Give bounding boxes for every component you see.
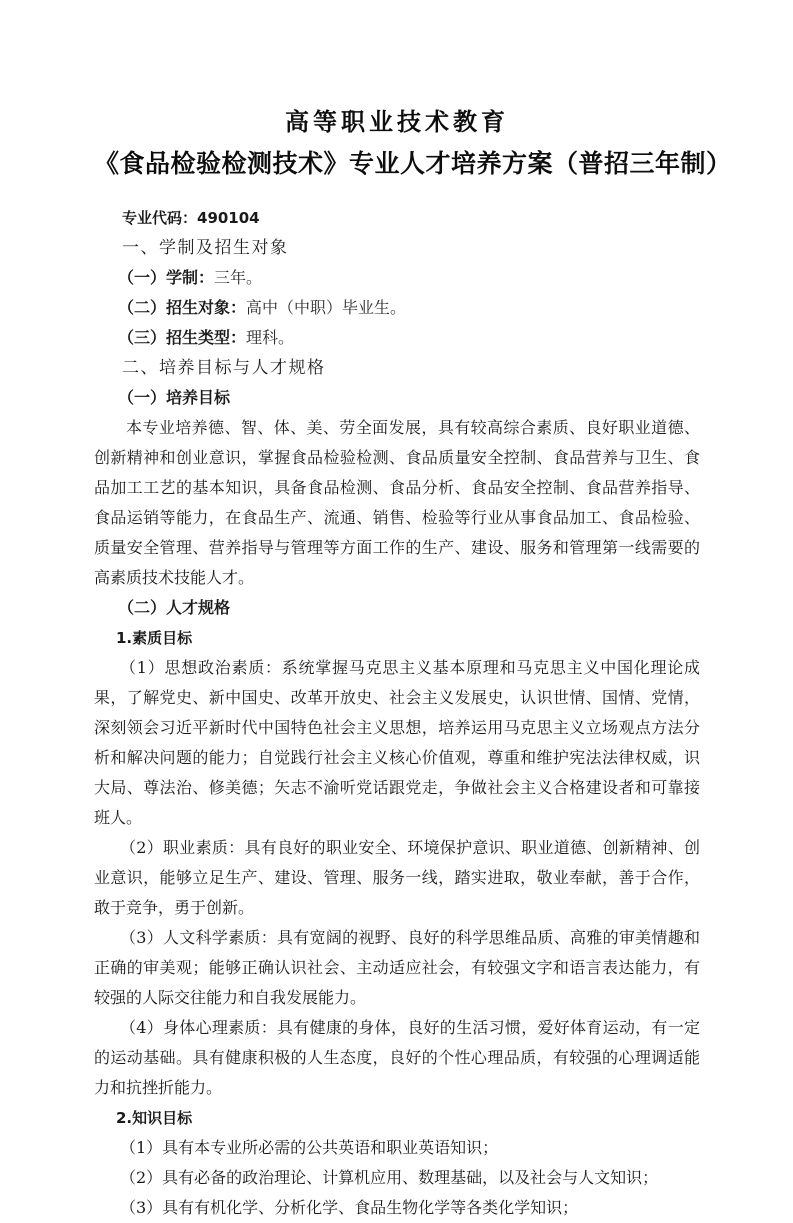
page-title-main: 高等职业技术教育 (285, 108, 509, 136)
list-item: （1）具有本专业所必需的公共英语和职业英语知识； (120, 1138, 499, 1157)
list-item: （3）人文科学素质：具有宽阔的视野、良好的科学思维品质、高雅的审美情趣和正确的审美观；能够正确认识社会、主动适应社会，有较强文字和语言表达能力，有较强的人际交往能力和自我发展能力。 (94, 928, 700, 1007)
section-heading-one: 一、学制及招生对象 (122, 238, 289, 258)
definition-line-schooling (94, 263, 700, 293)
section-heading-two: 二、培养目标与人才规格 (122, 358, 326, 378)
page-content (94, 0, 732, 1223)
definition-separator: ： (230, 328, 247, 347)
group-heading-knowledge-objectives: 2.知识目标 (116, 1109, 193, 1127)
definition-value: 三年。 (214, 268, 263, 287)
major-code-line: 专业代码：490104 (122, 209, 260, 227)
definition-separator: ： (198, 268, 215, 287)
subsection-heading-training-goal: （一）培养目标 (118, 388, 231, 407)
definition-line-enrollment-type (94, 323, 700, 353)
definition-label: （三）招生类型 (118, 328, 231, 347)
list-item: （3）具有有机化学、分析化学、食品生物化学等各类化学知识； (120, 1198, 579, 1217)
list-item: （4）身体心理素质：具有健康的身体，良好的生活习惯，爱好体育运动，有一定的运动基础。具有健康积极的人生态度，良好的个性心理品质，有较强的心理调适能力和抗挫折能力。 (94, 1018, 700, 1097)
list-item: （1）思想政治素质：系统掌握马克思主义基本原理和马克思主义中国化理论成果，了解党史、新中国史、改革开放史、社会主义发展史，认识世情、国情、党情，深刻领会习近平新时代中国特色社会主义思想，培养运用马克思主义立场观点方法分析和解决问题的能力；自觉践行社会主义核心价值观，尊重和维护宪法法律权威，识大局、尊法治、修美德；矢志不渝听党话跟党走，争做社会主义合格建设者和可靠接班人。 (94, 658, 700, 827)
definition-label: （二）招生对象 (118, 298, 231, 317)
definition-separator: ： (230, 298, 247, 317)
group-heading-quality-objectives: 1.素质目标 (116, 629, 193, 647)
page-title-sub: 《食品检验检测技术》专业人才培养方案（普招三年制） (94, 149, 732, 178)
paragraph-training-goal: 本专业培养德、智、体、美、劳全面发展，具有较高综合素质、良好职业道德、创新精神和创业意识，掌握食品检验检测、食品质量安全控制、食品营养与卫生、食品加工工艺的基本知识，具备食品检测、食品分析、食品安全控制、食品营养指导、食品运销等能力，在食品生产、流通、销售、检验等行业从事食品加工、食品检验、质量安全管理、营养指导与管理等方面工作的生产、建设、服务和管理第一线需要的高素质技术技能人才。 (94, 418, 700, 587)
definition-value: 高中（中职）毕业生。 (246, 298, 407, 317)
definition-value: 理科。 (246, 328, 295, 347)
definition-line-enrollment-target (94, 293, 700, 323)
list-item: （2）具有必备的政治理论、计算机应用、数理基础，以及社会与人文知识； (120, 1168, 659, 1187)
list-item: （2）职业素质：具有良好的职业安全、环境保护意识、职业道德、创新精神、创业意识，能够立足生产、建设、管理、服务一线，踏实进取，敬业奉献，善于合作，敢于竞争，勇于创新。 (94, 838, 700, 917)
subsection-heading-talent-spec: （二）人才规格 (118, 598, 231, 617)
definition-label: （一）学制 (118, 268, 199, 287)
